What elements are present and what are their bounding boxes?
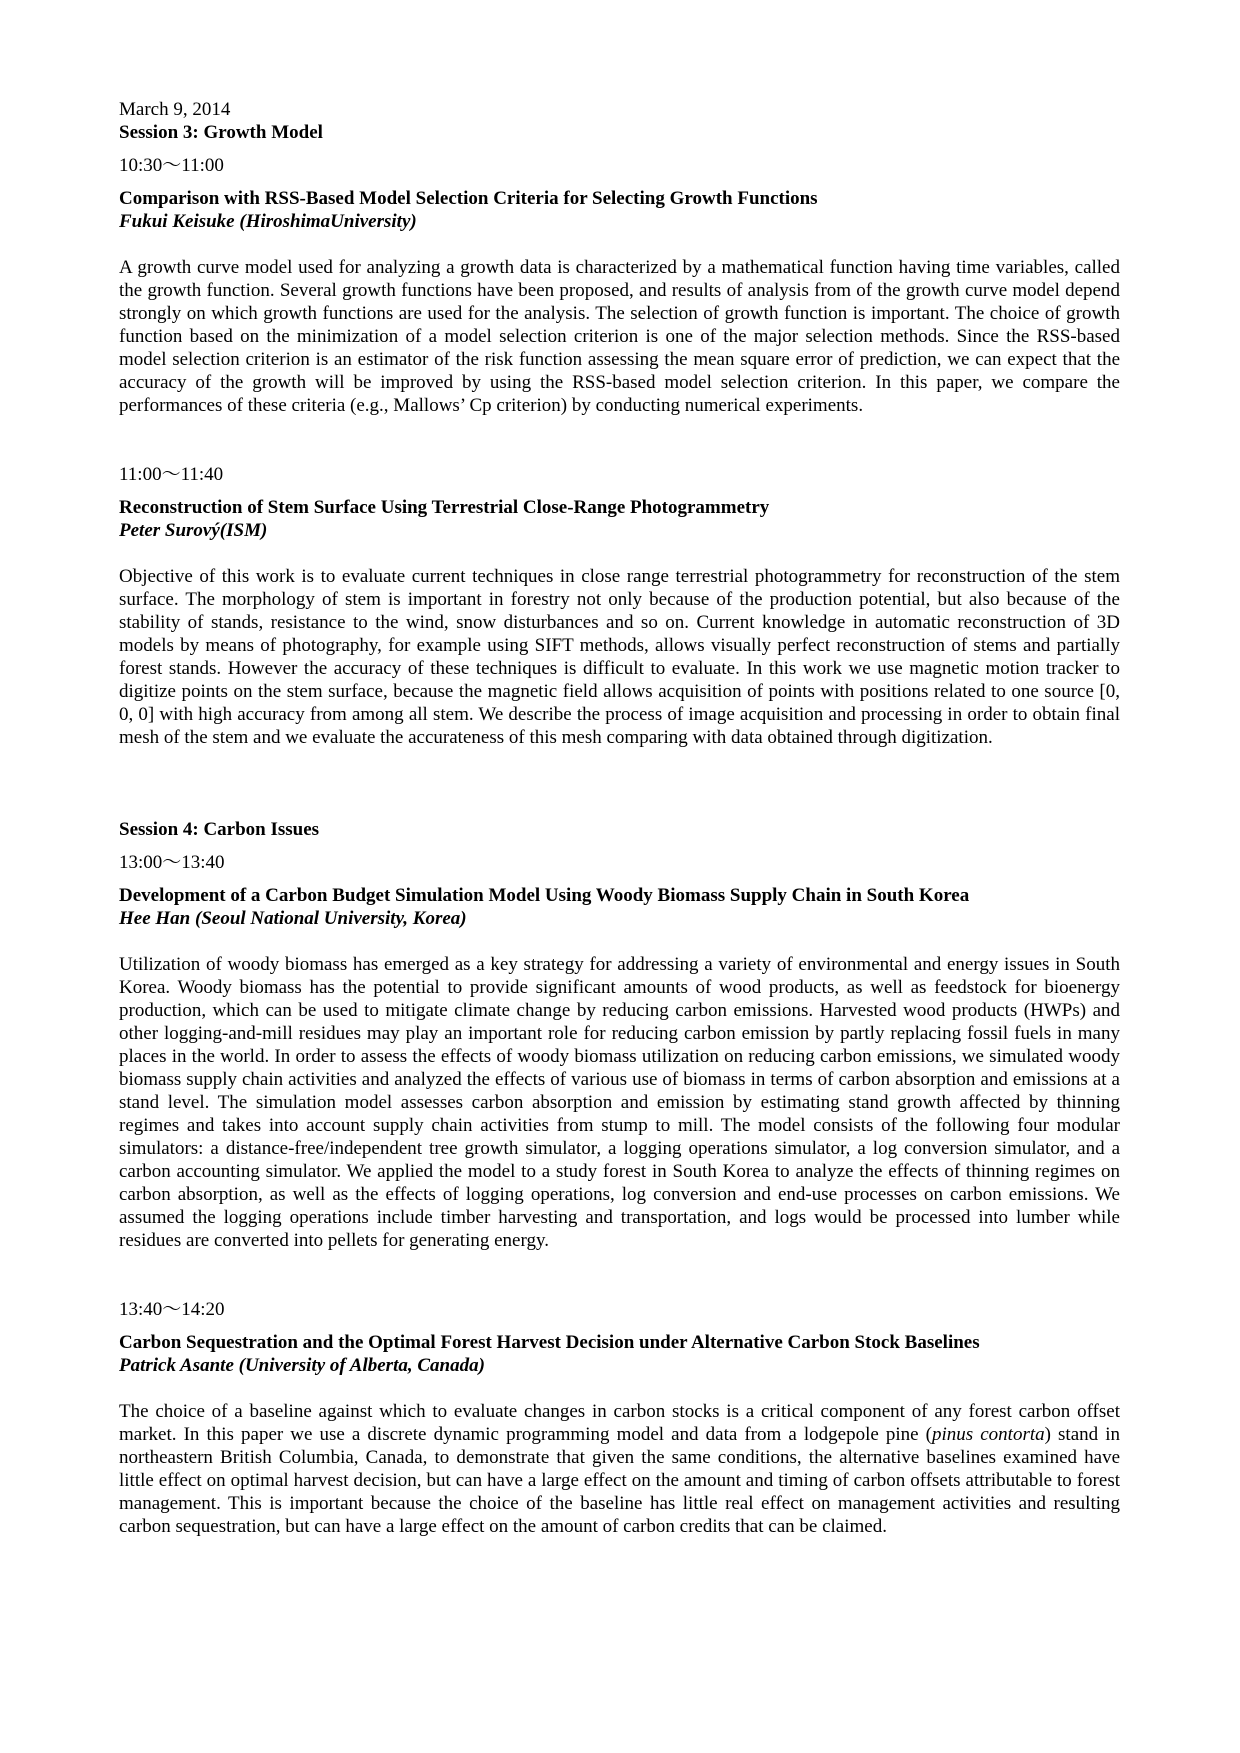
abstract-text: The choice of a baseline against which to evaluate changes in carbon stocks is a critical component of any forest carbon offset market. In this paper we use a discrete dynamic programming model and data from a lodgepole pine ( (119, 1401, 1120, 1445)
talk-abstract: Objective of this work is to evaluate current techniques in close range terrestrial photogrammetry for reconstruction of the stem surface. The morphology of stem is important in forestry not only because of the production potential, but also because of the stability of stands, resistance to the wind, snow disturbances and so on. Current knowledge in automatic reconstruction of 3D models by means of photography, for example using SIFT methods, allows visually perfect reconstruction of stems and partially forest stands. However the accuracy of these techniques is difficult to evaluate. In this work we use magnetic motion tracker to digitize points on the stem surface, because the magnetic field allows acquisition of points with positions related to one source [0, 0, 0] with high accuracy from among all stem. We describe the process of image acquisition and processing in order to obtain final mesh of the stem and we evaluate the accurateness of this mesh comparing with data obtained through digitization. (119, 566, 1120, 748)
talk-title: Carbon Sequestration and the Optimal Forest Harvest Decision under Alternative Carbon Stock Baselines (119, 1332, 980, 1353)
talk-time: 13:00〜13:40 (119, 852, 225, 873)
talk-time: 10:30〜11:00 (119, 155, 224, 176)
talk-abstract (119, 1400, 1120, 1538)
talk-title: Reconstruction of Stem Surface Using Terrestrial Close-Range Photogrammetry (119, 497, 770, 518)
talk-author: Hee Han (Seoul National University, Korea) (119, 908, 467, 929)
talk-time: 11:00〜11:40 (119, 464, 224, 485)
talk-time: 13:40〜14:20 (119, 1299, 225, 1320)
abstract-text: ) stand in northeastern British Columbia, Canada, to demonstrate that given the same conditions, the alternative baselines examined have little effect on optimal harvest decision, but can have a large effect on the amount and timing of carbon offsets attributable to forest management. This is important because the choice of the baseline has little real effect on management activities and resulting carbon sequestration, but can have a large effect on the amount of carbon credits that can be claimed. (119, 1424, 1121, 1537)
session-heading: Session 4: Carbon Issues (119, 819, 320, 840)
talk-title: Comparison with RSS-Based Model Selection Criteria for Selecting Growth Functions (119, 188, 818, 209)
document-page (119, 98, 1120, 1538)
talk-abstract: Utilization of woody biomass has emerged as a key strategy for addressing a variety of environmental and energy issues in South Korea. Woody biomass has the potential to provide significant amounts of wood products, as well as feedstock for bioenergy production, which can be used to mitigate climate change by reducing carbon emissions. Harvested wood products (HWPs) and other logging-and-mill residues may play an important role for reducing carbon emission by partly replacing fossil fuels in many places in the world. In order to assess the effects of woody biomass utilization on reducing carbon emissions, we simulated woody biomass supply chain activities and analyzed the effects of various use of biomass in terms of carbon absorption and emissions at a stand level. The simulation model assesses carbon absorption and emission by estimating stand growth affected by thinning regimes and takes into account supply chain activities from stump to mill. The model consists of the following four modular simulators: a distance-free/independent tree growth simulator, a logging operations simulator, a log conversion simulator, and a carbon accounting simulator. We applied the model to a study forest in South Korea to analyze the effects of thinning regimes on carbon absorption, as well as the effects of logging operations, log conversion and end-use processes on carbon emissions. We assumed the logging operations include timber harvesting and transportation, and logs would be processed into lumber while residues are converted into pellets for generating energy. (119, 954, 1120, 1251)
talk-author: Patrick Asante (University of Alberta, Canada) (119, 1355, 485, 1376)
talk-author: Peter Surový(ISM) (119, 520, 268, 541)
talk-title: Development of a Carbon Budget Simulation Model Using Woody Biomass Supply Chain in South Korea (119, 885, 970, 906)
session-heading: Session 3: Growth Model (119, 122, 323, 143)
species-name: pinus contorta (932, 1424, 1045, 1445)
talk-abstract: A growth curve model used for analyzing a growth data is characterized by a mathematical function having time variables, called the growth function. Several growth functions have been proposed, and results of analysis from of the growth curve model depend strongly on which growth functions are used for the analysis. The selection of growth function is important. The choice of growth function based on the minimization of a model selection criterion is one of the major selection methods. Since the RSS-based model selection criterion is an estimator of the risk function assessing the mean square error of prediction, we can expect that the accuracy of the growth will be improved by using the RSS-based model selection criterion. In this paper, we compare the performances of these criteria (e.g., Mallows’ Cp criterion) by conducting numerical experiments. (119, 257, 1120, 416)
talk-author: Fukui Keisuke (HiroshimaUniversity) (119, 211, 417, 232)
document-date: March 9, 2014 (119, 99, 231, 120)
